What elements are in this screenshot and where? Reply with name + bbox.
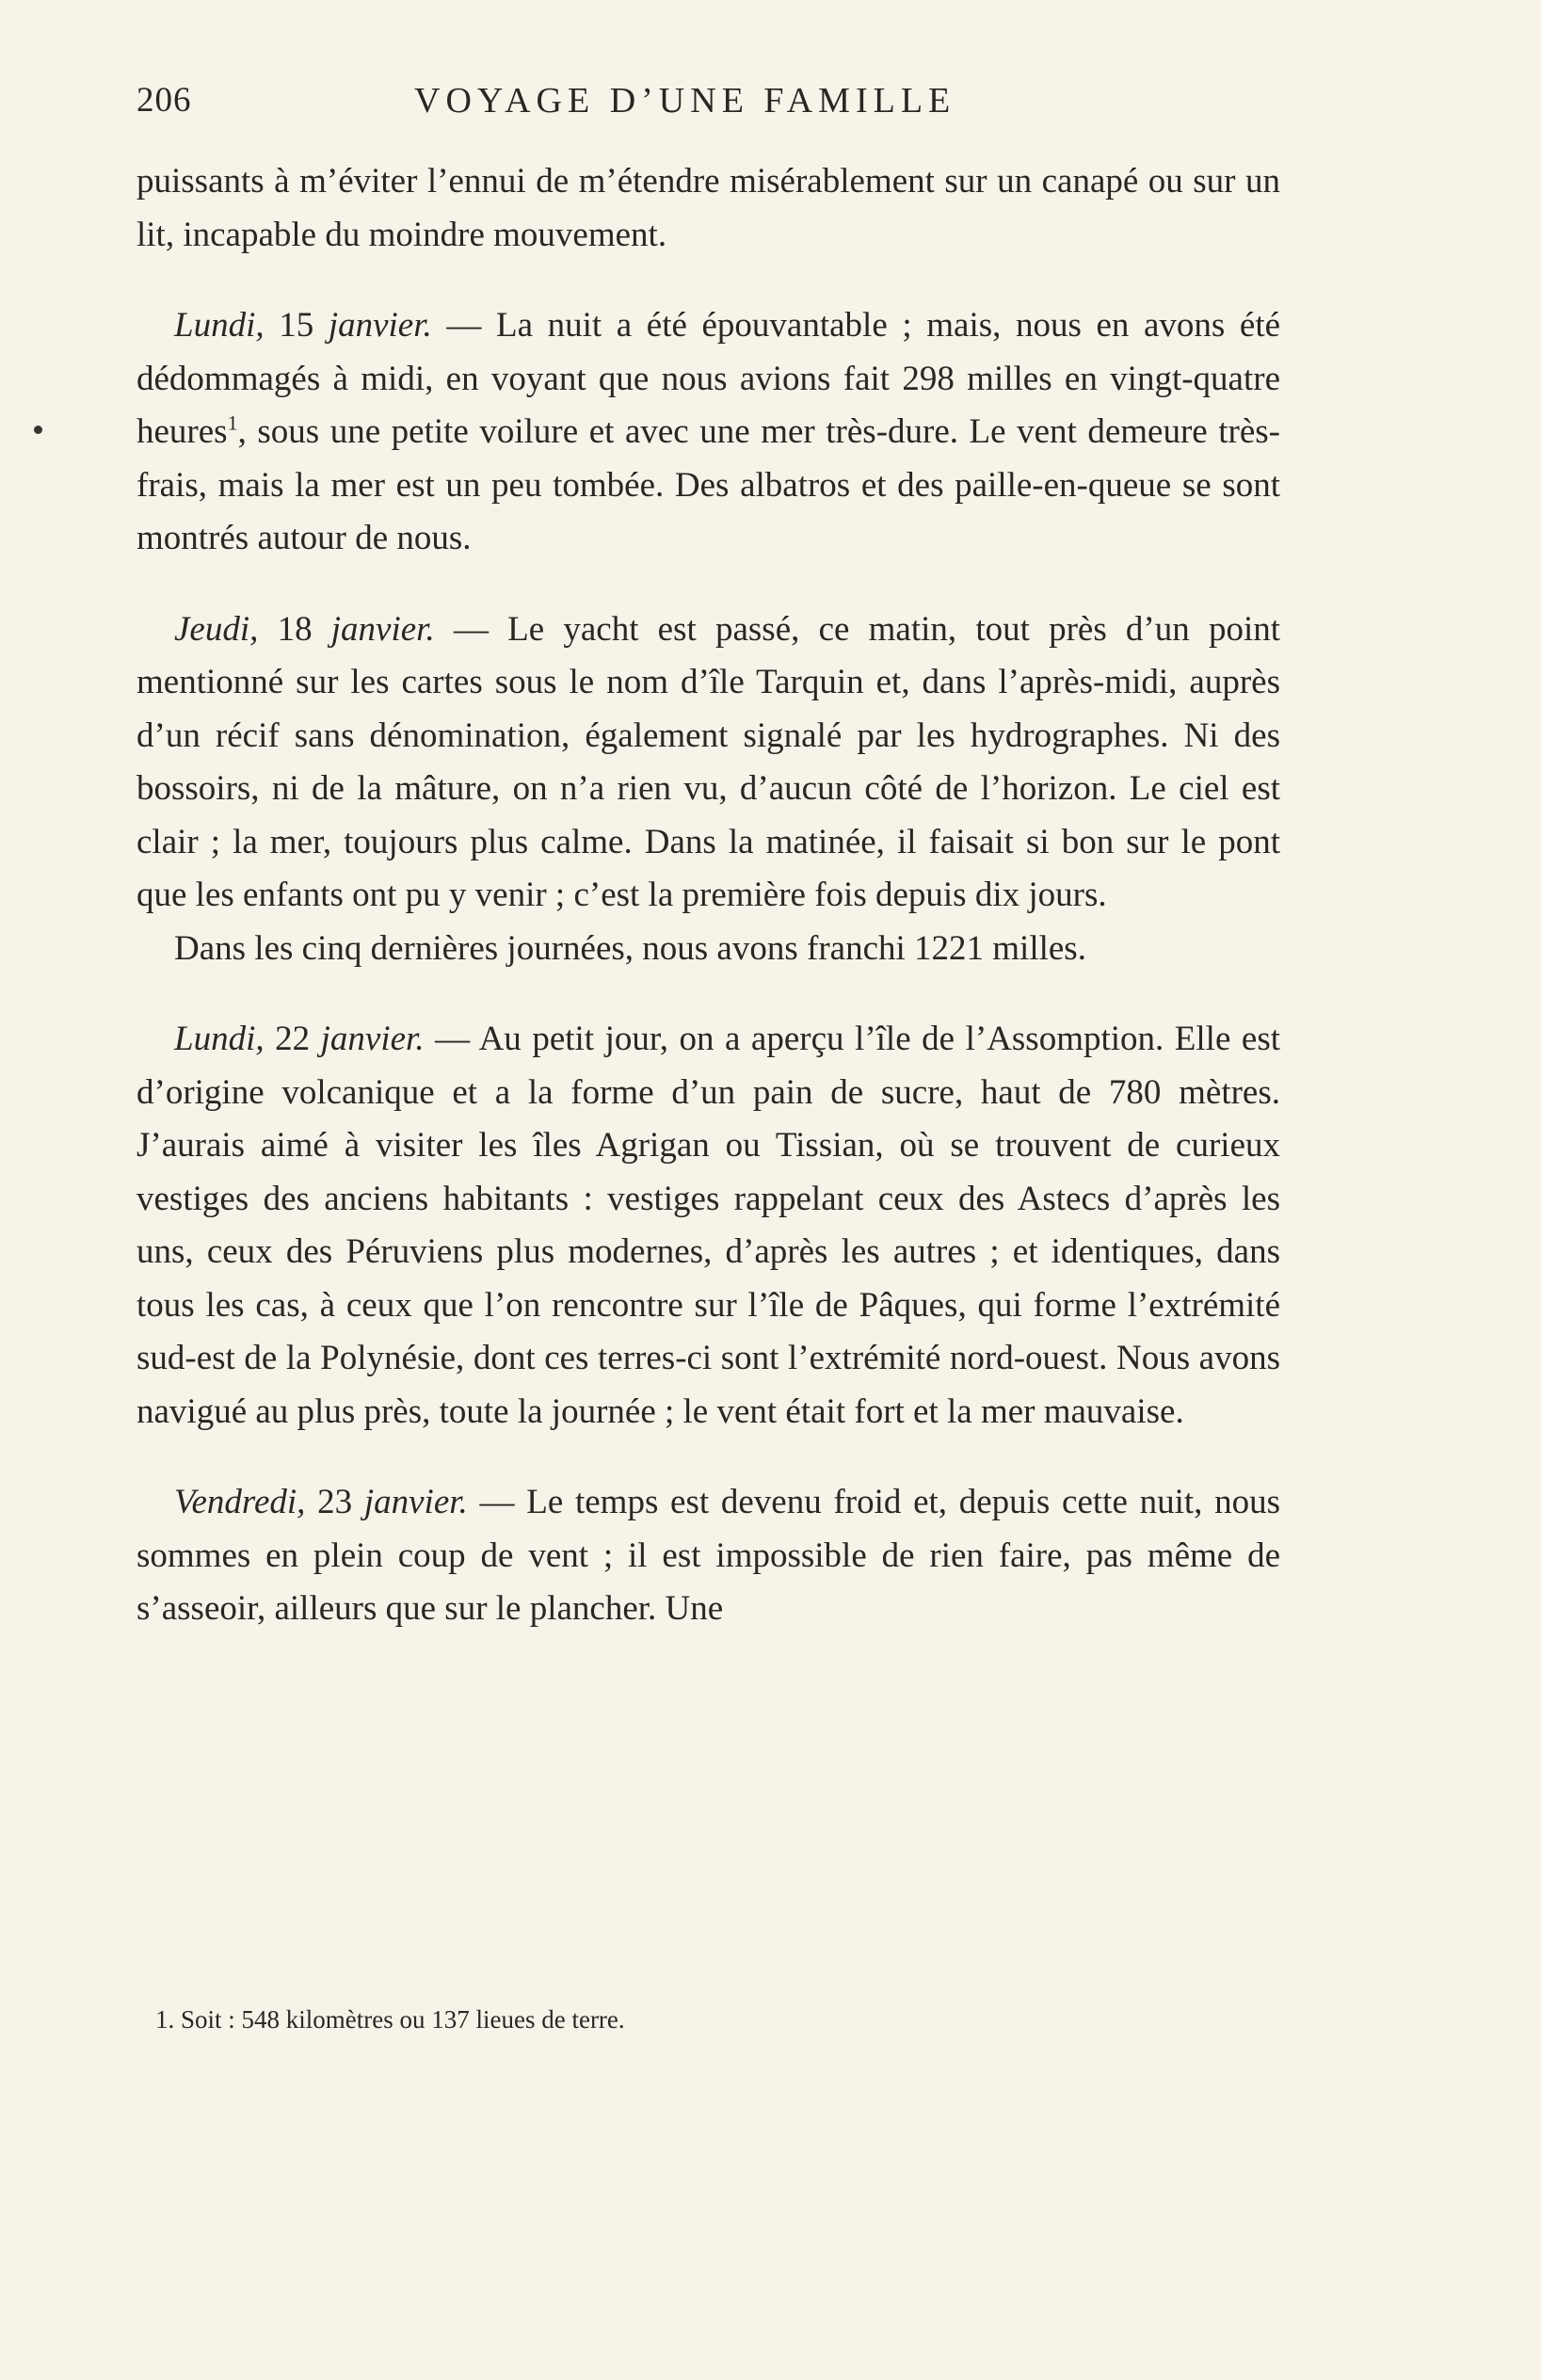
entry-text: — Le temps est devenu froid et, depuis cette nuit, nous sommes en plein coup de vent ; il est impossible de rien faire, pas même de s’asseoir, ailleurs que sur le plancher. Une [136,1483,1281,1628]
entry-month: janvier. [320,1020,425,1058]
page-number: 206 [136,81,192,120]
entry-month: janvier. [330,609,435,649]
entry-date [174,1020,425,1058]
entry-date [174,610,435,649]
entry-day-number: 23 [317,1483,353,1521]
entry-month: janvier. [363,1483,468,1521]
footnote [155,2001,1003,2038]
diary-entry-vendredi-23 [136,1476,1280,1636]
footnote-number: 1. [155,2005,175,2034]
entry-text: — Le yacht est passé, ce matin, tout près d’un point mentionné sur les cartes sous le nom d’île Tarquin et, dans l’après-midi, auprès d’un récif sans dénomination, également signalé par les hydrographes. Ni des bossoirs, ni de la mâture, on n’a rien vu, d’aucun côté de l’horizon. Le ciel est clair ; la mer, toujours plus calme. Dans la matinée, il faisait si bon sur le pont que les enfants ont pu y venir ; c’est la première fois depuis dix jours. [136,609,1281,914]
diary-entry-lundi-15 [136,299,1280,566]
paragraph-text: puissants à m’éviter l’ennui de m’étendre misérablement sur un canapé ou sur un lit, incapable du moindre mouvement. [136,162,1280,254]
entry-text: — Au petit jour, on a aperçu l’île de l’Assomption. Elle est d’origine volcanique et a la forme d’un pain de sucre, haut de 780 mètres. J’aurais aimé à visiter les îles Agrigan ou Tissian, où se trouvent de curieux vestiges des anciens habitants : vestiges rappelant ceux des Astecs d’après les uns, ceux des Péruviens plus modernes, d’après les autres ; et identiques, dans tous les cas, à ceux que l’on rencontre sur l’île de Pâques, qui forme l’extrémité sud-est de la Polynésie, dont ces terres-ci sont l’extrémité nord-ouest. Nous avons navigué au plus près, toute la journée ; le vent était fort et la mer mauvaise. [136,1020,1280,1431]
entry-day-number: 18 [277,609,313,649]
entry-text: — La nuit a été épouvantable ; mais, nous en avons été dédommagés à midi, en voyant que nous avions fait 298 milles en vingt-quatre heures [136,306,1281,451]
diary-entry-lundi-22 [136,1013,1280,1439]
entry-weekday: Lundi, [174,1020,265,1058]
entry-day-number: 15 [279,306,314,345]
entry-date [174,306,432,345]
entry-month: janvier. [328,306,432,345]
entry-weekday: Vendredi, [174,1483,306,1521]
paragraph-text: Dans les cinq dernières journées, nous avons franchi 1221 milles. [174,928,1086,968]
entry-weekday: Jeudi, [174,609,259,649]
diary-entry-jeudi-18 [136,603,1280,923]
footnote-reference: 1 [227,410,238,435]
paragraph-summary [136,923,1280,976]
paragraph-continuation [136,155,1280,262]
entry-date [174,1483,468,1521]
margin-mark [34,426,42,434]
body-text [136,155,1280,1636]
page-header [136,80,1280,137]
entry-text-continued: , sous une petite voilure et avec une mer très-dure. Le vent demeure très-frais, mais la mer est un peu tombée. Des albatros et des paille-en-queue se sont montrés autour de nous. [136,412,1280,557]
entry-weekday: Lundi, [174,306,265,345]
entry-day-number: 22 [275,1020,311,1058]
footnote-text: Soit : 548 kilomètres ou 137 lieues de terre. [181,2005,625,2034]
running-title: VOYAGE D’UNE FAMILLE [414,81,956,121]
